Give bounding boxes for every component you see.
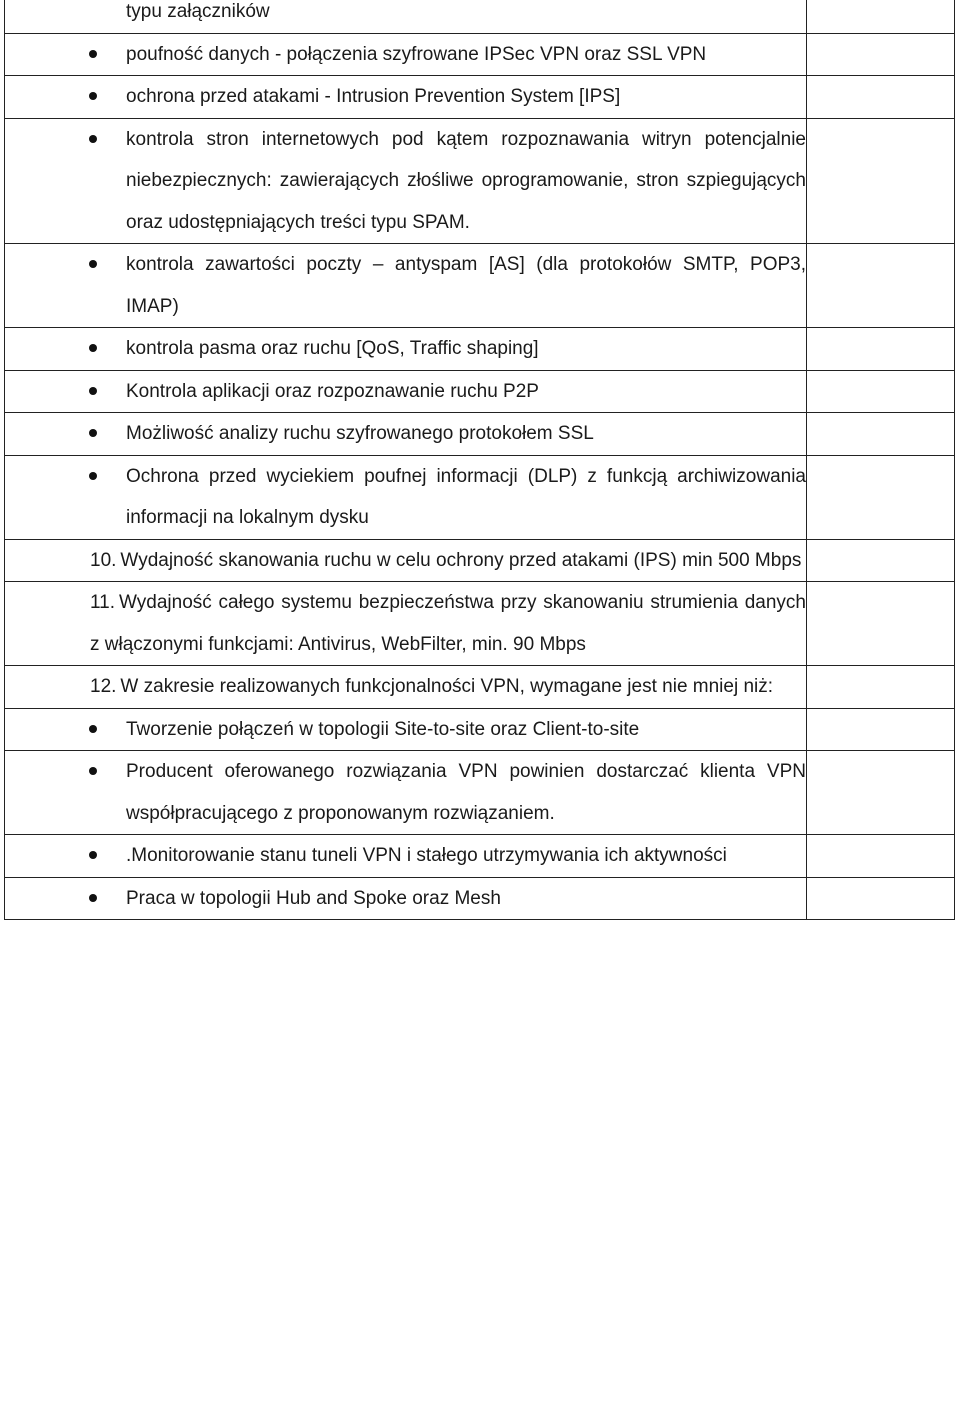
bullet-icon [89, 725, 97, 733]
requirement-cell [5, 0, 807, 33]
compliance-cell [807, 0, 955, 33]
requirement-cell [5, 751, 807, 835]
table-row [5, 835, 955, 878]
requirement-cell [5, 370, 807, 413]
table-row [5, 0, 955, 33]
table-row [5, 33, 955, 76]
compliance-cell [807, 835, 955, 878]
table-row [5, 708, 955, 751]
bullet-icon [89, 387, 97, 395]
compliance-cell [807, 708, 955, 751]
compliance-cell [807, 666, 955, 709]
requirement-cell [5, 835, 807, 878]
text-item [5, 0, 806, 33]
bullet-list-item [5, 244, 806, 327]
table-row [5, 370, 955, 413]
bullet-list-item [5, 456, 806, 539]
item-number: 10. [90, 549, 117, 571]
requirement-text: typu załączników [126, 1, 270, 22]
numbered-item [5, 666, 806, 708]
bullet-list-item [5, 709, 806, 751]
requirement-text: Praca w topologii Hub and Spoke oraz Mesh [126, 887, 501, 909]
compliance-cell [807, 328, 955, 371]
item-number: 12. [90, 676, 117, 697]
bullet-icon [89, 92, 97, 100]
bullet-icon [89, 894, 97, 902]
compliance-cell [807, 582, 955, 666]
compliance-cell [807, 413, 955, 456]
bullet-icon [89, 50, 97, 58]
bullet-icon [89, 429, 97, 437]
requirement-cell [5, 666, 807, 709]
requirement-cell [5, 877, 807, 920]
table-row [5, 455, 955, 539]
requirement-cell [5, 582, 807, 666]
requirement-cell [5, 539, 807, 582]
compliance-cell [807, 539, 955, 582]
bullet-list-item [5, 371, 806, 413]
requirement-cell [5, 413, 807, 456]
bullet-list-item [5, 119, 806, 244]
requirement-text: Kontrola aplikacji oraz rozpoznawanie ruchu P2P [126, 380, 539, 402]
compliance-cell [807, 118, 955, 244]
bullet-icon [89, 472, 97, 480]
table-row [5, 76, 955, 119]
requirement-text: kontrola pasma oraz ruchu [QoS, Traffic shaping] [126, 338, 539, 359]
compliance-cell [807, 877, 955, 920]
requirement-cell [5, 33, 807, 76]
table-row [5, 413, 955, 456]
requirement-text: Wydajność całego systemu bezpieczeństwa przy skanowaniu strumienia danych z włączonymi funkcjami: Antivirus, WebFilter, min. 90 Mbps [90, 592, 806, 655]
requirement-cell [5, 708, 807, 751]
requirement-text: Tworzenie połączeń w topologii Site-to-site oraz Client-to-site [126, 718, 640, 740]
compliance-cell [807, 244, 955, 328]
requirement-text: W zakresie realizowanych funkcjonalności VPN, wymagane jest nie mniej niż: [120, 676, 774, 697]
requirement-text: kontrola zawartości poczty – antyspam [AS] (dla protokołów SMTP, POP3, IMAP) [126, 254, 806, 317]
table-row [5, 244, 955, 328]
numbered-item [5, 582, 806, 665]
requirement-cell [5, 328, 807, 371]
bullet-list-item [5, 835, 806, 877]
compliance-cell [807, 455, 955, 539]
requirement-text: kontrola stron internetowych pod kątem rozpoznawania witryn potencjalnie niebezpiecznych: zawierających złośliwe oprogramowanie, stron szpiegujących oraz udostępniających treści typu SPAM. [126, 128, 806, 233]
requirement-cell [5, 76, 807, 119]
item-number: 11. [90, 592, 116, 613]
requirement-cell [5, 118, 807, 244]
table-row [5, 666, 955, 709]
requirement-cell [5, 455, 807, 539]
requirement-text: .Monitorowanie stanu tuneli VPN i stałego utrzymywania ich aktywności [126, 845, 727, 866]
specification-table [4, 0, 955, 920]
bullet-icon [89, 344, 97, 352]
requirement-text: Producent oferowanego rozwiązania VPN powinien dostarczać klienta VPN współpracującego z proponowanym rozwiązaniem. [126, 761, 806, 824]
bullet-icon [89, 135, 97, 143]
bullet-icon [89, 851, 97, 859]
bullet-icon [89, 260, 97, 268]
table-row [5, 118, 955, 244]
bullet-list-item [5, 413, 806, 455]
table-row [5, 877, 955, 920]
compliance-cell [807, 370, 955, 413]
bullet-list-item [5, 751, 806, 834]
specification-table-body [5, 0, 955, 920]
compliance-cell [807, 76, 955, 119]
bullet-list-item [5, 328, 806, 370]
numbered-item [5, 540, 806, 582]
bullet-list-item [5, 34, 806, 76]
requirement-text: Ochrona przed wyciekiem poufnej informacji (DLP) z funkcją archiwizowania informacji na lokalnym dysku [126, 465, 806, 528]
bullet-list-item [5, 878, 806, 920]
compliance-cell [807, 751, 955, 835]
requirement-text: poufność danych - połączenia szyfrowane IPSec VPN oraz SSL VPN [126, 43, 707, 65]
compliance-cell [807, 33, 955, 76]
table-row [5, 582, 955, 666]
bullet-list-item [5, 76, 806, 118]
table-row [5, 328, 955, 371]
requirement-text: Wydajność skanowania ruchu w celu ochrony przed atakami (IPS) min 500 Mbps [120, 549, 802, 571]
bullet-icon [89, 767, 97, 775]
requirement-text: Możliwość analizy ruchu szyfrowanego protokołem SSL [126, 423, 594, 444]
table-row [5, 751, 955, 835]
requirement-text: ochrona przed atakami - Intrusion Prevention System [IPS] [126, 86, 621, 107]
table-row [5, 539, 955, 582]
requirement-cell [5, 244, 807, 328]
